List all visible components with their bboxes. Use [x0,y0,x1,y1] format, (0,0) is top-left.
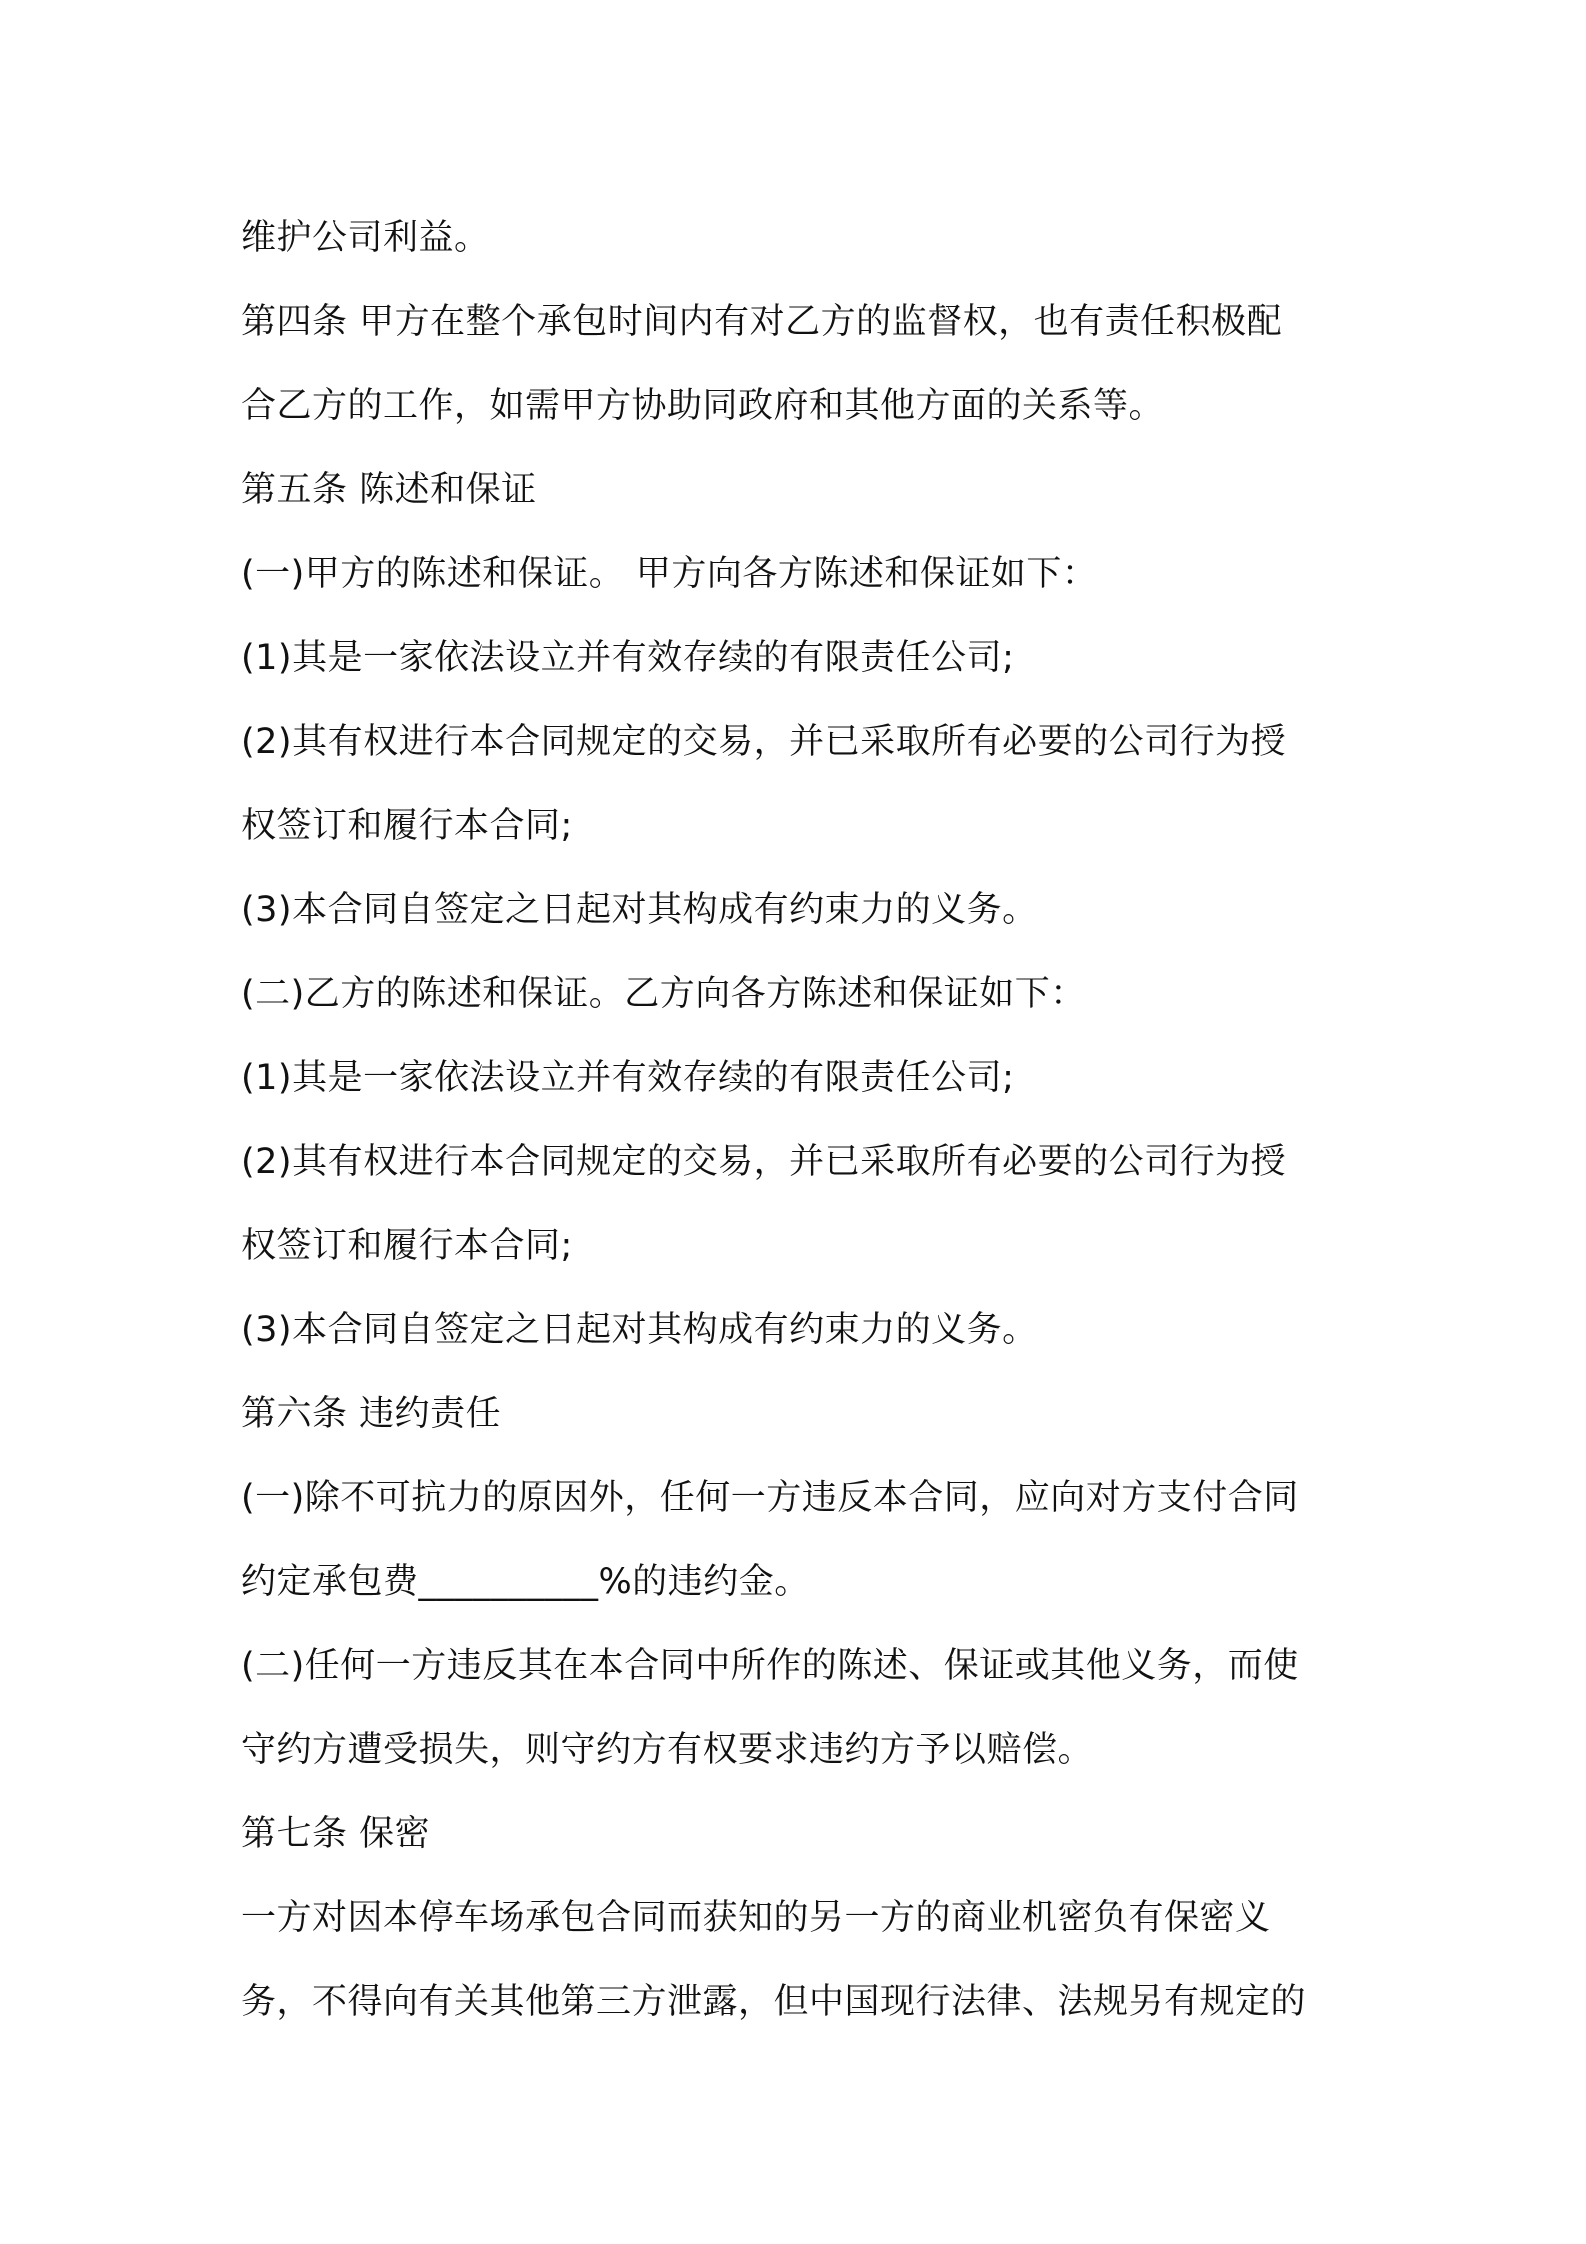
article-7-heading: 第七条 保密 [241,1814,431,1854]
text-line: (1)其是一家依法设立并有效存续的有限责任公司; [241,638,1015,678]
text-line: 权签订和履行本合同; [241,806,573,846]
article-4-heading-line: 第四条 甲方在整个承包时间内有对乙方的监督权，也有责任积极配 [241,302,1283,342]
text-line: 合乙方的工作，如需甲方协助同政府和其他方面的关系等。 [241,386,1165,426]
text-line: 务，不得向有关其他第三方泄露，但中国现行法律、法规另有规定的 [241,1982,1307,2022]
text-line: (2)其有权进行本合同规定的交易，并已采取所有必要的公司行为授 [241,1142,1287,1182]
text-line: (2)其有权进行本合同规定的交易，并已采取所有必要的公司行为授 [241,722,1287,762]
article-6-heading: 第六条 违约责任 [241,1394,502,1434]
text-line: (3)本合同自签定之日起对其构成有约束力的义务。 [241,890,1038,930]
text-line: (二)任何一方违反其在本合同中所作的陈述、保证或其他义务，而使 [241,1646,1299,1686]
text-line: 一方对因本停车场承包合同而获知的另一方的商业机密负有保密义 [241,1898,1271,1938]
text-line: (一)甲方的陈述和保证。 甲方向各方陈述和保证如下： [241,554,1098,594]
text-line: (一)除不可抗力的原因外，任何一方违反本合同，应向对方支付合同 [241,1478,1299,1518]
text-line: (二)乙方的陈述和保证。乙方向各方陈述和保证如下： [241,974,1086,1014]
text-line: (3)本合同自签定之日起对其构成有约束力的义务。 [241,1310,1038,1350]
text-line: 守约方遭受损失，则守约方有权要求违约方予以赔偿。 [241,1730,1094,1770]
article-5-heading: 第五条 陈述和保证 [241,470,537,510]
text-line: (1)其是一家依法设立并有效存续的有限责任公司; [241,1058,1015,1098]
text-line: 维护公司利益。 [241,218,490,258]
text-line: 权签订和履行本合同; [241,1226,573,1266]
text-line: 约定承包费__________%的违约金。 [241,1562,810,1602]
document-body [241,196,1361,2044]
